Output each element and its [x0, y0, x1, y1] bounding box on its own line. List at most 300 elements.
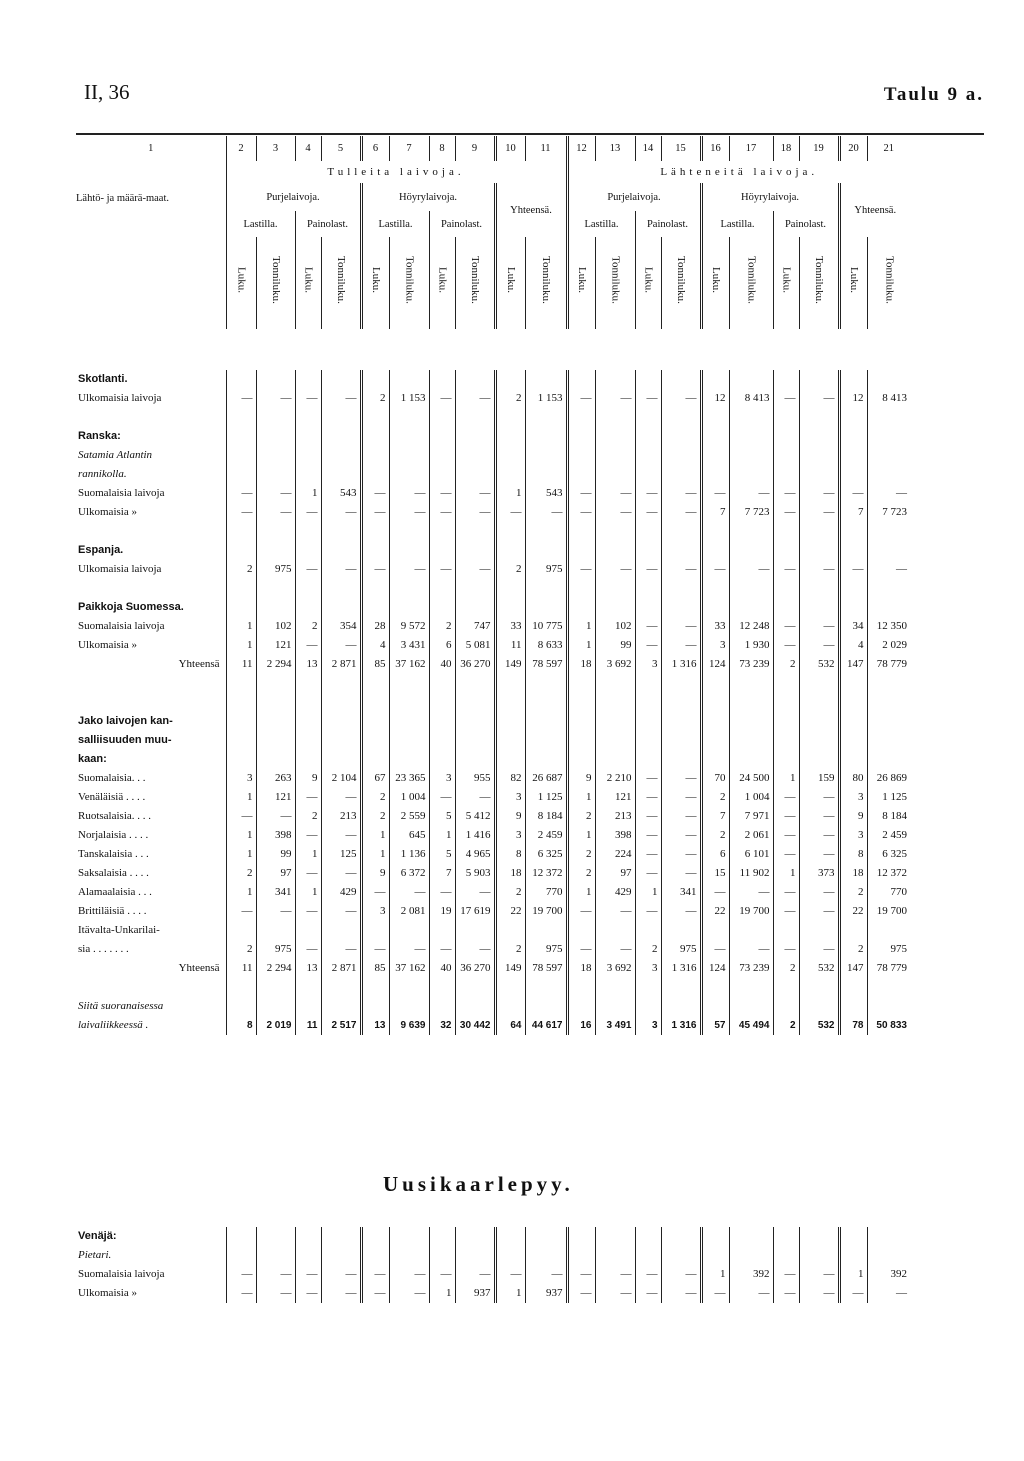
data-cell: —: [867, 560, 910, 579]
vertical-header-cell: [321, 237, 361, 329]
data-cell: [839, 997, 867, 1016]
data-cell: [226, 370, 256, 389]
data-cell: [525, 370, 567, 389]
data-cell: [525, 921, 567, 940]
data-cell: 1 125: [525, 788, 567, 807]
data-cell: [295, 446, 321, 465]
data-cell: [773, 598, 799, 617]
data-cell: —: [635, 1284, 661, 1303]
data-cell: —: [773, 560, 799, 579]
data-cell: [567, 978, 595, 997]
data-cell: [321, 997, 361, 1016]
data-cell: [661, 921, 701, 940]
data-cell: [635, 674, 661, 693]
data-cell: —: [799, 883, 839, 902]
data-cell: —: [295, 1265, 321, 1284]
data-cell: [295, 1227, 321, 1246]
data-cell: 747: [455, 617, 495, 636]
data-cell: [295, 370, 321, 389]
col-number: 1: [148, 143, 154, 154]
data-cell: —: [799, 807, 839, 826]
data-cell: 2: [701, 826, 729, 845]
data-cell: [867, 997, 910, 1016]
data-cell: 937: [525, 1284, 567, 1303]
table-row: [76, 693, 910, 712]
data-cell: [429, 750, 455, 769]
data-cell: —: [361, 484, 389, 503]
data-cell: [799, 997, 839, 1016]
table-row: [76, 1265, 910, 1284]
data-cell: —: [226, 902, 256, 921]
data-cell: [226, 408, 256, 427]
data-cell: [226, 997, 256, 1016]
row-label: Venäläisiä . . . .: [78, 791, 146, 803]
data-cell: —: [321, 1265, 361, 1284]
data-cell: [799, 465, 839, 484]
data-cell: —: [389, 883, 429, 902]
row-label: Suomalaisia laivoja: [78, 487, 165, 499]
data-cell: 429: [595, 883, 635, 902]
data-cell: [495, 921, 525, 940]
data-cell: 2: [701, 788, 729, 807]
data-cell: 3: [361, 902, 389, 921]
data-cell: [567, 750, 595, 769]
data-cell: [839, 674, 867, 693]
table-row: [76, 997, 910, 1016]
data-cell: [455, 693, 495, 712]
data-cell: 213: [595, 807, 635, 826]
data-cell: 770: [867, 883, 910, 902]
data-cell: —: [799, 902, 839, 921]
data-cell: —: [773, 389, 799, 408]
table-row: [76, 826, 910, 845]
col-number: 9: [455, 136, 495, 161]
data-cell: —: [635, 845, 661, 864]
data-cell: 2: [773, 1016, 799, 1035]
vertical-header-cell: [567, 237, 595, 329]
data-cell: [429, 598, 455, 617]
data-cell: [799, 541, 839, 560]
col-number: 12: [567, 136, 595, 161]
data-cell: 11: [295, 1016, 321, 1035]
count-header: Luku.: [710, 266, 722, 293]
data-cell: —: [567, 940, 595, 959]
col-number: 10: [495, 136, 525, 161]
data-cell: —: [635, 636, 661, 655]
vertical-header-cell: [839, 237, 867, 329]
data-cell: 99: [256, 845, 295, 864]
data-cell: —: [226, 807, 256, 826]
data-cell: 12: [701, 389, 729, 408]
data-cell: [867, 693, 910, 712]
data-cell: [701, 921, 729, 940]
data-cell: [525, 579, 567, 598]
table-row: [76, 598, 910, 617]
data-cell: [389, 541, 429, 560]
data-cell: [361, 446, 389, 465]
data-cell: [867, 465, 910, 484]
data-cell: 11 902: [729, 864, 773, 883]
data-cell: —: [567, 503, 595, 522]
origin-destination-header: Lähtö- ja määrä-maat.: [76, 193, 169, 204]
data-cell: [867, 446, 910, 465]
data-cell: [321, 370, 361, 389]
data-cell: 19 700: [729, 902, 773, 921]
data-cell: [595, 465, 635, 484]
tonnage-header: Tonniluku.: [745, 255, 758, 304]
data-cell: [389, 750, 429, 769]
table-row: [76, 731, 910, 750]
data-cell: —: [635, 617, 661, 636]
data-cell: 2: [361, 389, 389, 408]
data-cell: 2 294: [256, 959, 295, 978]
data-cell: [429, 731, 455, 750]
data-cell: [525, 598, 567, 617]
data-cell: 5: [429, 845, 455, 864]
data-cell: —: [389, 503, 429, 522]
data-cell: [226, 446, 256, 465]
data-cell: [256, 598, 295, 617]
data-cell: 975: [867, 940, 910, 959]
data-cell: 121: [256, 788, 295, 807]
ballast-header: Painolast.: [295, 211, 361, 237]
table-row: [76, 560, 910, 579]
data-cell: [839, 921, 867, 940]
row-label: Norjalaisia . . . .: [78, 829, 149, 841]
data-cell: [495, 446, 525, 465]
data-cell: [729, 408, 773, 427]
data-cell: [455, 579, 495, 598]
data-cell: [295, 997, 321, 1016]
table-row: [76, 1284, 910, 1303]
data-cell: [226, 693, 256, 712]
data-cell: 18: [495, 864, 525, 883]
data-cell: [729, 541, 773, 560]
data-cell: [729, 446, 773, 465]
data-cell: 1 004: [729, 788, 773, 807]
data-cell: [867, 1246, 910, 1265]
data-cell: —: [495, 1265, 525, 1284]
table-row: [76, 446, 910, 465]
data-cell: 263: [256, 769, 295, 788]
col-number: 20: [839, 136, 867, 161]
data-cell: —: [773, 902, 799, 921]
data-cell: [799, 693, 839, 712]
data-cell: [321, 541, 361, 560]
total-header: Yhteensä.: [839, 183, 910, 237]
data-cell: —: [595, 484, 635, 503]
data-cell: 2: [361, 788, 389, 807]
data-cell: 955: [455, 769, 495, 788]
data-cell: —: [455, 883, 495, 902]
table-row: [76, 712, 910, 731]
table-row: [76, 788, 910, 807]
data-cell: [256, 541, 295, 560]
data-cell: —: [256, 1265, 295, 1284]
data-cell: 1: [567, 883, 595, 902]
data-cell: [256, 1246, 295, 1265]
data-cell: [495, 465, 525, 484]
vertical-header-cell: [595, 237, 635, 329]
data-cell: 543: [321, 484, 361, 503]
data-cell: —: [661, 1284, 701, 1303]
data-cell: 9: [567, 769, 595, 788]
data-cell: [635, 427, 661, 446]
data-cell: —: [321, 940, 361, 959]
data-cell: —: [661, 636, 701, 655]
data-cell: 2: [295, 617, 321, 636]
data-cell: 18: [567, 959, 595, 978]
data-cell: —: [661, 1265, 701, 1284]
table-row: [76, 427, 910, 446]
data-cell: —: [389, 1265, 429, 1284]
data-cell: 50 833: [867, 1016, 910, 1035]
data-cell: 16: [567, 1016, 595, 1035]
blank-row: [76, 978, 226, 997]
data-cell: [701, 997, 729, 1016]
section-heading: salliisuuden muu-: [78, 734, 172, 746]
count-header: Luku.: [235, 266, 248, 293]
table-row: [76, 750, 910, 769]
data-cell: 13: [361, 1016, 389, 1035]
data-table: [76, 1227, 910, 1303]
data-cell: —: [525, 1265, 567, 1284]
data-cell: 392: [729, 1265, 773, 1284]
data-cell: [867, 522, 910, 541]
data-cell: [867, 579, 910, 598]
data-cell: [389, 693, 429, 712]
data-cell: 7 971: [729, 807, 773, 826]
steam-header: Höyrylaivoja.: [701, 183, 839, 211]
data-cell: [495, 1227, 525, 1246]
data-cell: [455, 598, 495, 617]
steam-header: Höyrylaivoja.: [361, 183, 495, 211]
data-cell: [361, 731, 389, 750]
data-cell: [729, 522, 773, 541]
data-cell: 3 431: [389, 636, 429, 655]
data-cell: 32: [429, 1016, 455, 1035]
data-cell: [567, 693, 595, 712]
data-cell: [429, 921, 455, 940]
col-number: 8: [429, 136, 455, 161]
data-cell: 97: [595, 864, 635, 883]
data-cell: [567, 370, 595, 389]
sail-header: Purjelaivoja.: [226, 183, 361, 211]
data-cell: 19 700: [525, 902, 567, 921]
data-cell: 4 965: [455, 845, 495, 864]
data-cell: [567, 921, 595, 940]
col-number: 5: [321, 136, 361, 161]
data-cell: 1: [226, 845, 256, 864]
data-cell: [389, 997, 429, 1016]
data-cell: [701, 465, 729, 484]
data-cell: 1 930: [729, 636, 773, 655]
col-number: 19: [799, 136, 839, 161]
data-cell: 28: [361, 617, 389, 636]
data-cell: [701, 712, 729, 731]
data-cell: 64: [495, 1016, 525, 1035]
data-cell: —: [839, 484, 867, 503]
data-cell: 543: [525, 484, 567, 503]
data-cell: [595, 674, 635, 693]
data-cell: [773, 541, 799, 560]
data-cell: 40: [429, 959, 455, 978]
loaded-header: Lastilla.: [361, 211, 429, 237]
tonnage-header: Tonniluku.: [883, 255, 896, 304]
tonnage-header: Tonniluku.: [540, 255, 552, 304]
table-row: [76, 370, 910, 389]
data-cell: 2: [773, 959, 799, 978]
data-cell: [429, 1227, 455, 1246]
data-cell: 70: [701, 769, 729, 788]
data-cell: [361, 921, 389, 940]
data-cell: —: [701, 1284, 729, 1303]
vertical-header-cell: [635, 237, 661, 329]
data-cell: [226, 1227, 256, 1246]
data-cell: [839, 978, 867, 997]
data-cell: [773, 408, 799, 427]
data-cell: [389, 522, 429, 541]
data-cell: —: [595, 940, 635, 959]
data-cell: [701, 693, 729, 712]
tonnage-header: Tonniluku.: [675, 255, 687, 304]
data-cell: [701, 408, 729, 427]
data-cell: [321, 693, 361, 712]
data-cell: [595, 712, 635, 731]
data-cell: [635, 465, 661, 484]
data-cell: [635, 408, 661, 427]
data-cell: 5: [429, 807, 455, 826]
data-cell: [389, 465, 429, 484]
data-cell: [661, 370, 701, 389]
data-cell: 2: [839, 940, 867, 959]
data-cell: [729, 712, 773, 731]
data-cell: 5 903: [455, 864, 495, 883]
data-cell: 1: [295, 845, 321, 864]
data-cell: [256, 674, 295, 693]
row-label: Tanskalaisia . . .: [78, 848, 149, 860]
data-cell: [525, 446, 567, 465]
data-cell: —: [429, 788, 455, 807]
data-cell: 975: [256, 560, 295, 579]
data-cell: [839, 541, 867, 560]
data-cell: 1: [495, 484, 525, 503]
data-cell: 37 162: [389, 959, 429, 978]
data-cell: 1 316: [661, 959, 701, 978]
data-cell: 1 125: [867, 788, 910, 807]
data-cell: 532: [799, 1016, 839, 1035]
data-cell: 341: [661, 883, 701, 902]
data-cell: —: [256, 902, 295, 921]
header-spacer: [76, 237, 226, 329]
data-cell: [701, 1227, 729, 1246]
data-cell: [495, 1246, 525, 1265]
data-cell: [661, 446, 701, 465]
data-cell: [429, 978, 455, 997]
data-cell: [455, 446, 495, 465]
data-cell: [635, 446, 661, 465]
data-cell: 9 572: [389, 617, 429, 636]
data-cell: 1: [226, 826, 256, 845]
section-heading: Skotlanti.: [78, 373, 128, 385]
data-cell: [729, 370, 773, 389]
data-cell: [867, 427, 910, 446]
data-cell: —: [226, 389, 256, 408]
data-cell: [839, 598, 867, 617]
data-cell: —: [799, 845, 839, 864]
data-cell: 9: [361, 864, 389, 883]
data-cell: [525, 674, 567, 693]
data-cell: [867, 541, 910, 560]
data-cell: [361, 997, 389, 1016]
data-cell: 1 136: [389, 845, 429, 864]
data-cell: 975: [661, 940, 701, 959]
data-cell: [595, 731, 635, 750]
data-cell: [495, 427, 525, 446]
data-cell: [773, 674, 799, 693]
data-cell: 1: [567, 617, 595, 636]
data-cell: [361, 522, 389, 541]
ballast-header: Painolast.: [635, 211, 701, 237]
data-cell: —: [661, 807, 701, 826]
data-cell: 80: [839, 769, 867, 788]
data-cell: [729, 921, 773, 940]
data-cell: [389, 712, 429, 731]
data-cell: [295, 674, 321, 693]
data-cell: [773, 750, 799, 769]
data-cell: [495, 522, 525, 541]
data-cell: —: [773, 1265, 799, 1284]
data-cell: —: [635, 788, 661, 807]
data-cell: [701, 370, 729, 389]
data-cell: —: [773, 826, 799, 845]
data-cell: 12 248: [729, 617, 773, 636]
data-cell: [455, 522, 495, 541]
data-cell: [295, 408, 321, 427]
data-cell: —: [295, 636, 321, 655]
data-cell: [567, 712, 595, 731]
data-cell: —: [389, 560, 429, 579]
data-cell: —: [321, 826, 361, 845]
data-cell: [295, 522, 321, 541]
data-cell: [595, 408, 635, 427]
tonnage-header: Tonniluku.: [270, 255, 282, 304]
data-cell: 3: [226, 769, 256, 788]
row-label: Ulkomaisia laivoja: [78, 392, 162, 404]
data-cell: [321, 598, 361, 617]
data-cell: 3: [635, 959, 661, 978]
data-cell: —: [295, 864, 321, 883]
data-cell: 4: [361, 636, 389, 655]
data-cell: —: [661, 826, 701, 845]
data-cell: 33: [701, 617, 729, 636]
data-cell: 3 491: [595, 1016, 635, 1035]
data-cell: 1: [495, 1284, 525, 1303]
data-cell: [773, 997, 799, 1016]
table-row: [76, 674, 910, 693]
data-cell: 2: [226, 940, 256, 959]
data-cell: 3: [839, 788, 867, 807]
data-cell: [661, 408, 701, 427]
data-cell: 13: [295, 655, 321, 674]
data-cell: 2: [839, 883, 867, 902]
data-cell: —: [256, 389, 295, 408]
data-cell: —: [773, 1284, 799, 1303]
total-row: [76, 655, 910, 674]
data-cell: —: [773, 788, 799, 807]
col-number: 4: [295, 136, 321, 161]
data-cell: 40: [429, 655, 455, 674]
